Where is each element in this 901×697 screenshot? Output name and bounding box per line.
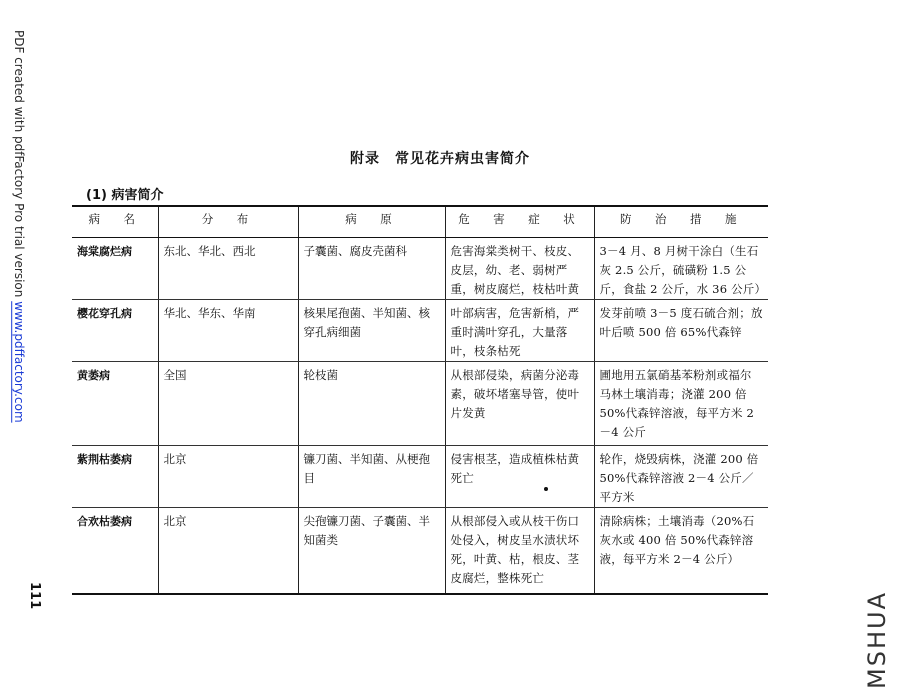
table-row bbox=[72, 446, 768, 508]
pathogen-cell: 子囊菌、腐皮壳菌科 bbox=[298, 238, 445, 300]
control-cell: 轮作，烧毁病株，浇灌 200 倍 50%代森锌溶液 2－4 公斤／平方米 bbox=[594, 446, 768, 508]
distribution-cell: 全国 bbox=[158, 362, 298, 446]
page-title: 附录 常见花卉病虫害简介 bbox=[350, 151, 530, 167]
symptoms-cell: 叶部病害，危害新梢，严重时满叶穿孔，大量落叶，枝条枯死 bbox=[445, 300, 594, 362]
header-distribution: 分 布 bbox=[158, 206, 298, 238]
page-number: 111 bbox=[27, 582, 42, 610]
distribution-cell: 北京 bbox=[158, 446, 298, 508]
banner-text: PDF created with pdfFactory Pro trial version bbox=[12, 30, 26, 302]
control-cell: 清除病株；土壤消毒（20%石灰水或 400 倍 50%代森锌溶液，每平方米 2－4 公斤） bbox=[594, 508, 768, 594]
table-row bbox=[72, 300, 768, 362]
disease-name: 樱花穿孔病 bbox=[72, 300, 158, 362]
symptoms-cell: 危害海棠类树干、枝皮、皮层，幼、老、弱树严重，树皮腐烂，枝枯叶黄 bbox=[445, 238, 594, 300]
control-cell: 圃地用五氯硝基苯粉剂或福尔马林土壤消毒；浇灌 200 倍 50%代森锌溶液，每平方米 2－4 公斤 bbox=[594, 362, 768, 446]
control-cell: 发芽前喷 3－5 度石硫合剂；放叶后喷 500 倍 65%代森锌 bbox=[594, 300, 768, 362]
disease-table bbox=[72, 205, 768, 595]
disease-name: 黄萎病 bbox=[72, 362, 158, 446]
watermark: MSHUA bbox=[863, 591, 891, 689]
pdf-trial-banner bbox=[4, 30, 26, 430]
symptoms-cell: 从根部侵入或从枝干伤口处侵入，树皮呈水渍状坏死，叶黄、枯，根皮、茎皮腐烂，整株死亡 bbox=[445, 508, 594, 594]
table-row bbox=[72, 362, 768, 446]
header-control: 防 治 措 施 bbox=[594, 206, 768, 238]
symptoms-cell: 从根部侵染，病菌分泌毒素，破坏堵塞导管，使叶片发黄 bbox=[445, 362, 594, 446]
control-cell: 3－4 月、8 月树干涂白（生石灰 2.5 公斤，硫磺粉 1.5 公斤，食盐 2 公斤，水 36 公斤） bbox=[594, 238, 768, 300]
header-disease-name: 病 名 bbox=[72, 206, 158, 238]
table-row bbox=[72, 238, 768, 300]
pdffactory-link[interactable]: www.pdffactory.com bbox=[12, 301, 26, 423]
print-speck bbox=[544, 487, 548, 491]
distribution-cell: 华北、华东、华南 bbox=[158, 300, 298, 362]
symptoms-cell: 侵害根茎，造成植株枯黄死亡 bbox=[445, 446, 594, 508]
pathogen-cell: 尖孢镰刀菌、子囊菌、半知菌类 bbox=[298, 508, 445, 594]
disease-name: 紫荆枯萎病 bbox=[72, 446, 158, 508]
header-symptoms: 危 害 症 状 bbox=[445, 206, 594, 238]
table-header-row bbox=[72, 206, 768, 238]
section-heading: (1) 病害简介 bbox=[86, 188, 164, 203]
disease-name: 海棠腐烂病 bbox=[72, 238, 158, 300]
distribution-cell: 东北、华北、西北 bbox=[158, 238, 298, 300]
pathogen-cell: 核果尾孢菌、半知菌、核穿孔病细菌 bbox=[298, 300, 445, 362]
pathogen-cell: 镰刀菌、半知菌、从梗孢目 bbox=[298, 446, 445, 508]
header-pathogen: 病 原 bbox=[298, 206, 445, 238]
disease-name: 合欢枯萎病 bbox=[72, 508, 158, 594]
distribution-cell: 北京 bbox=[158, 508, 298, 594]
table-row bbox=[72, 508, 768, 594]
pathogen-cell: 轮枝菌 bbox=[298, 362, 445, 446]
